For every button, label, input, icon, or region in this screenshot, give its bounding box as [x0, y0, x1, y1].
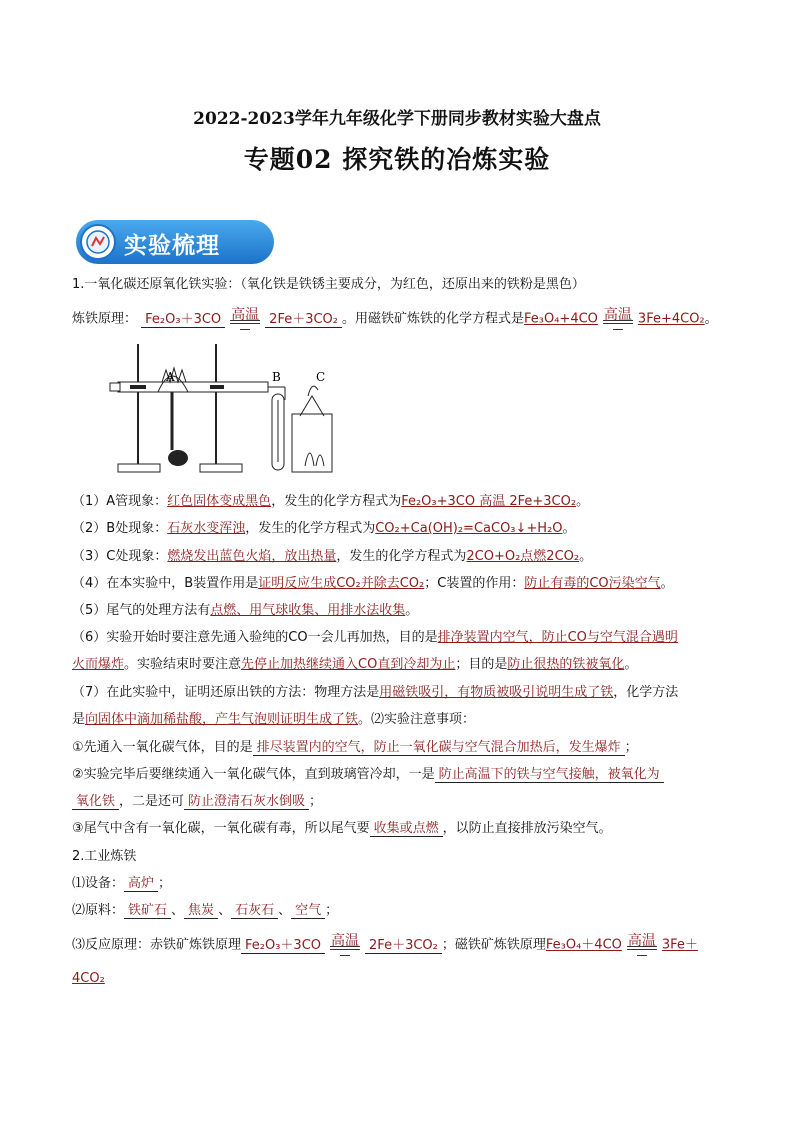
label-a: A [166, 370, 175, 384]
answer: 收集或点燃 [370, 821, 443, 837]
answer: 焦炭 [184, 903, 218, 919]
intro-text: 1.一氧化碳还原氧化铁实验：（氧化铁是铁锈主要成分，为红色，还原出来的铁粉是黑色） [72, 277, 585, 292]
answer: Fe₂O₃+3CO 高温 2Fe+3CO₂ [401, 494, 577, 509]
condition-high-temp: 高温 [625, 930, 659, 960]
condition-high-temp: 高温 [328, 930, 362, 960]
section-banner [76, 220, 274, 264]
answer: 证明反应生成CO₂并除去CO₂ [258, 576, 425, 591]
answer: 红色固体变成黑色 [167, 494, 272, 509]
label-c: C [316, 370, 326, 384]
question-2: （2）B处现象：石灰水变浑浊，发生的化学方程式为CO₂+Ca(OH)₂=CaCO₃↓+H₂O。 [72, 521, 576, 536]
answer: 氧化铁 [72, 794, 119, 810]
answer: 点燃、用气球收集、用排水法收集 [210, 603, 406, 618]
answer: 石灰水变浑浊 [167, 521, 246, 536]
question-7-cont: 是向固体中滴加稀盐酸，产生气泡则证明生成了铁。⑵实验注意事项： [72, 712, 476, 727]
equation-products: 4CO₂ [72, 971, 105, 986]
question-5: （5）尾气的处理方法有点燃、用气球收集、用排水法收集。 [72, 603, 419, 618]
principle-line: 炼铁原理： Fe₂O₃＋3CO 高温 2Fe＋3CO₂ 。用磁铁矿炼铁的化学方程式是Fe₃O₄+4CO 高温 3Fe+4CO₂。 [72, 304, 718, 335]
question-6: （6）实验开始时要注意先通入验纯的CO一会儿再加热，目的是排净装置内空气，防止CO与空气混合遇明 [72, 630, 678, 645]
principle-label: 炼铁原理： [72, 311, 138, 327]
answer: 防止澄清石灰水倒吸 [184, 794, 309, 810]
equation-reactants: Fe₃O₄+4CO [524, 311, 598, 327]
question-1: （1）A管现象：红色固体变成黑色，发生的化学方程式为Fe₂O₃+3CO 高温 2Fe+3CO₂。 [72, 494, 590, 509]
label-b: B [272, 370, 281, 384]
answer: CO₂+Ca(OH)₂=CaCO₃↓+H₂O [375, 521, 563, 536]
equation-products: 2Fe＋3CO₂ [365, 938, 442, 954]
question-6-cont: 火而爆炸。实验结束时要注意先停止加热继续通入CO直到冷却为止；目的是防止很热的铁被氧化。 [72, 657, 638, 672]
equation-reactants: Fe₂O₃＋3CO [241, 938, 325, 954]
equation-reactants: Fe₂O₃＋3CO [141, 312, 225, 328]
answer: 石灰石 [231, 903, 278, 919]
answer: 向固体中滴加稀盐酸，产生气泡则证明生成了铁 [85, 712, 359, 727]
page-title: 2022-2023学年九年级化学下册同步教材实验大盘点 [193, 109, 601, 129]
apparatus-diagram [100, 340, 340, 476]
question-7: （7）在此实验中，证明还原出铁的方法：物理方法是用磁铁吸引，有物质被吸引说明生成了铁，化学方法 [72, 685, 679, 700]
answer: 防止高温下的铁与空气接触，被氧化为 [435, 767, 664, 783]
answer: 防止很热的铁被氧化 [507, 657, 625, 672]
answer: 用磁铁吸引，有物质被吸引说明生成了铁 [379, 685, 614, 700]
answer: 排净装置内空气，防止CO与空气混合遇明 [437, 630, 678, 645]
equation-products: 2Fe＋3CO₂ [265, 312, 342, 328]
condition-high-temp: 高温 [601, 304, 635, 334]
banner-label: 实验梳理 [124, 233, 220, 259]
answer: 先停止加热继续通入CO直到冷却为止 [241, 657, 456, 672]
experiment-icon [80, 224, 116, 260]
answer: 防止有毒的CO污染空气 [524, 576, 661, 591]
equation-reactants: Fe₃O₄＋4CO [545, 937, 622, 953]
answer: 2CO+O₂点燃2CO₂ [466, 549, 580, 564]
question-4: （4）在本实验中，B装置作用是证明反应生成CO₂并除去CO₂；C装置的作用：防止有毒的CO污染空气。 [72, 576, 674, 591]
section-2-title: 2.工业炼铁 [72, 849, 137, 864]
page-subtitle: 专题02 探究铁的冶炼实验 [243, 145, 551, 174]
materials-line: ⑵原料： 铁矿石 、 焦炭 、 石灰石 、 空气 ； [72, 903, 339, 918]
note-1: ①先通入一氧化碳气体，目的是 排尽装置内的空气，防止一氧化碳与空气混合加热后，发生爆炸 ； [72, 740, 638, 755]
equation-products: 3Fe+4CO₂ [637, 311, 705, 327]
answer: 高炉 [124, 876, 158, 892]
note-2: ②实验完毕后要继续通入一氧化碳气体，直到玻璃管冷却，一是 防止高温下的铁与空气接触，被氧化为 [72, 766, 664, 784]
answer: 排尽装置内的空气，防止一氧化碳与空气混合加热后，发生爆炸 [253, 740, 625, 756]
condition-high-temp: 高温 [228, 304, 262, 334]
answer: 铁矿石 [124, 903, 171, 919]
question-3: （3）C处现象：燃烧发出蓝色火焰，放出热量，发生的化学方程式为2CO+O₂点燃2CO₂。 [72, 549, 593, 564]
note-3: ③尾气中含有一氧化碳，一氧化碳有毒，所以尾气要 收集或点燃 ，以防止直接排放污染空气。 [72, 821, 612, 836]
reaction-line-cont [72, 970, 105, 988]
note-2-cont: 氧化铁 ，二是还可 防止澄清石灰水倒吸 ； [72, 793, 322, 811]
reaction-line: ⑶反应原理：赤铁矿炼铁原理 Fe₂O₃＋3CO 高温 2Fe＋3CO₂ ；磁铁矿炼铁原理Fe₃O₄＋4CO 高温 3Fe＋ [72, 930, 698, 961]
answer: 火而爆炸 [72, 657, 125, 672]
intro-line [72, 276, 585, 294]
equation-products: 3Fe＋ [661, 937, 698, 953]
text: 。用磁铁矿炼铁的化学方程式是 [342, 311, 525, 327]
answer: 空气 [291, 903, 325, 919]
equipment-line: ⑴设备： 高炉 ； [72, 876, 172, 891]
answer: 燃烧发出蓝色火焰，放出热量 [167, 549, 337, 564]
